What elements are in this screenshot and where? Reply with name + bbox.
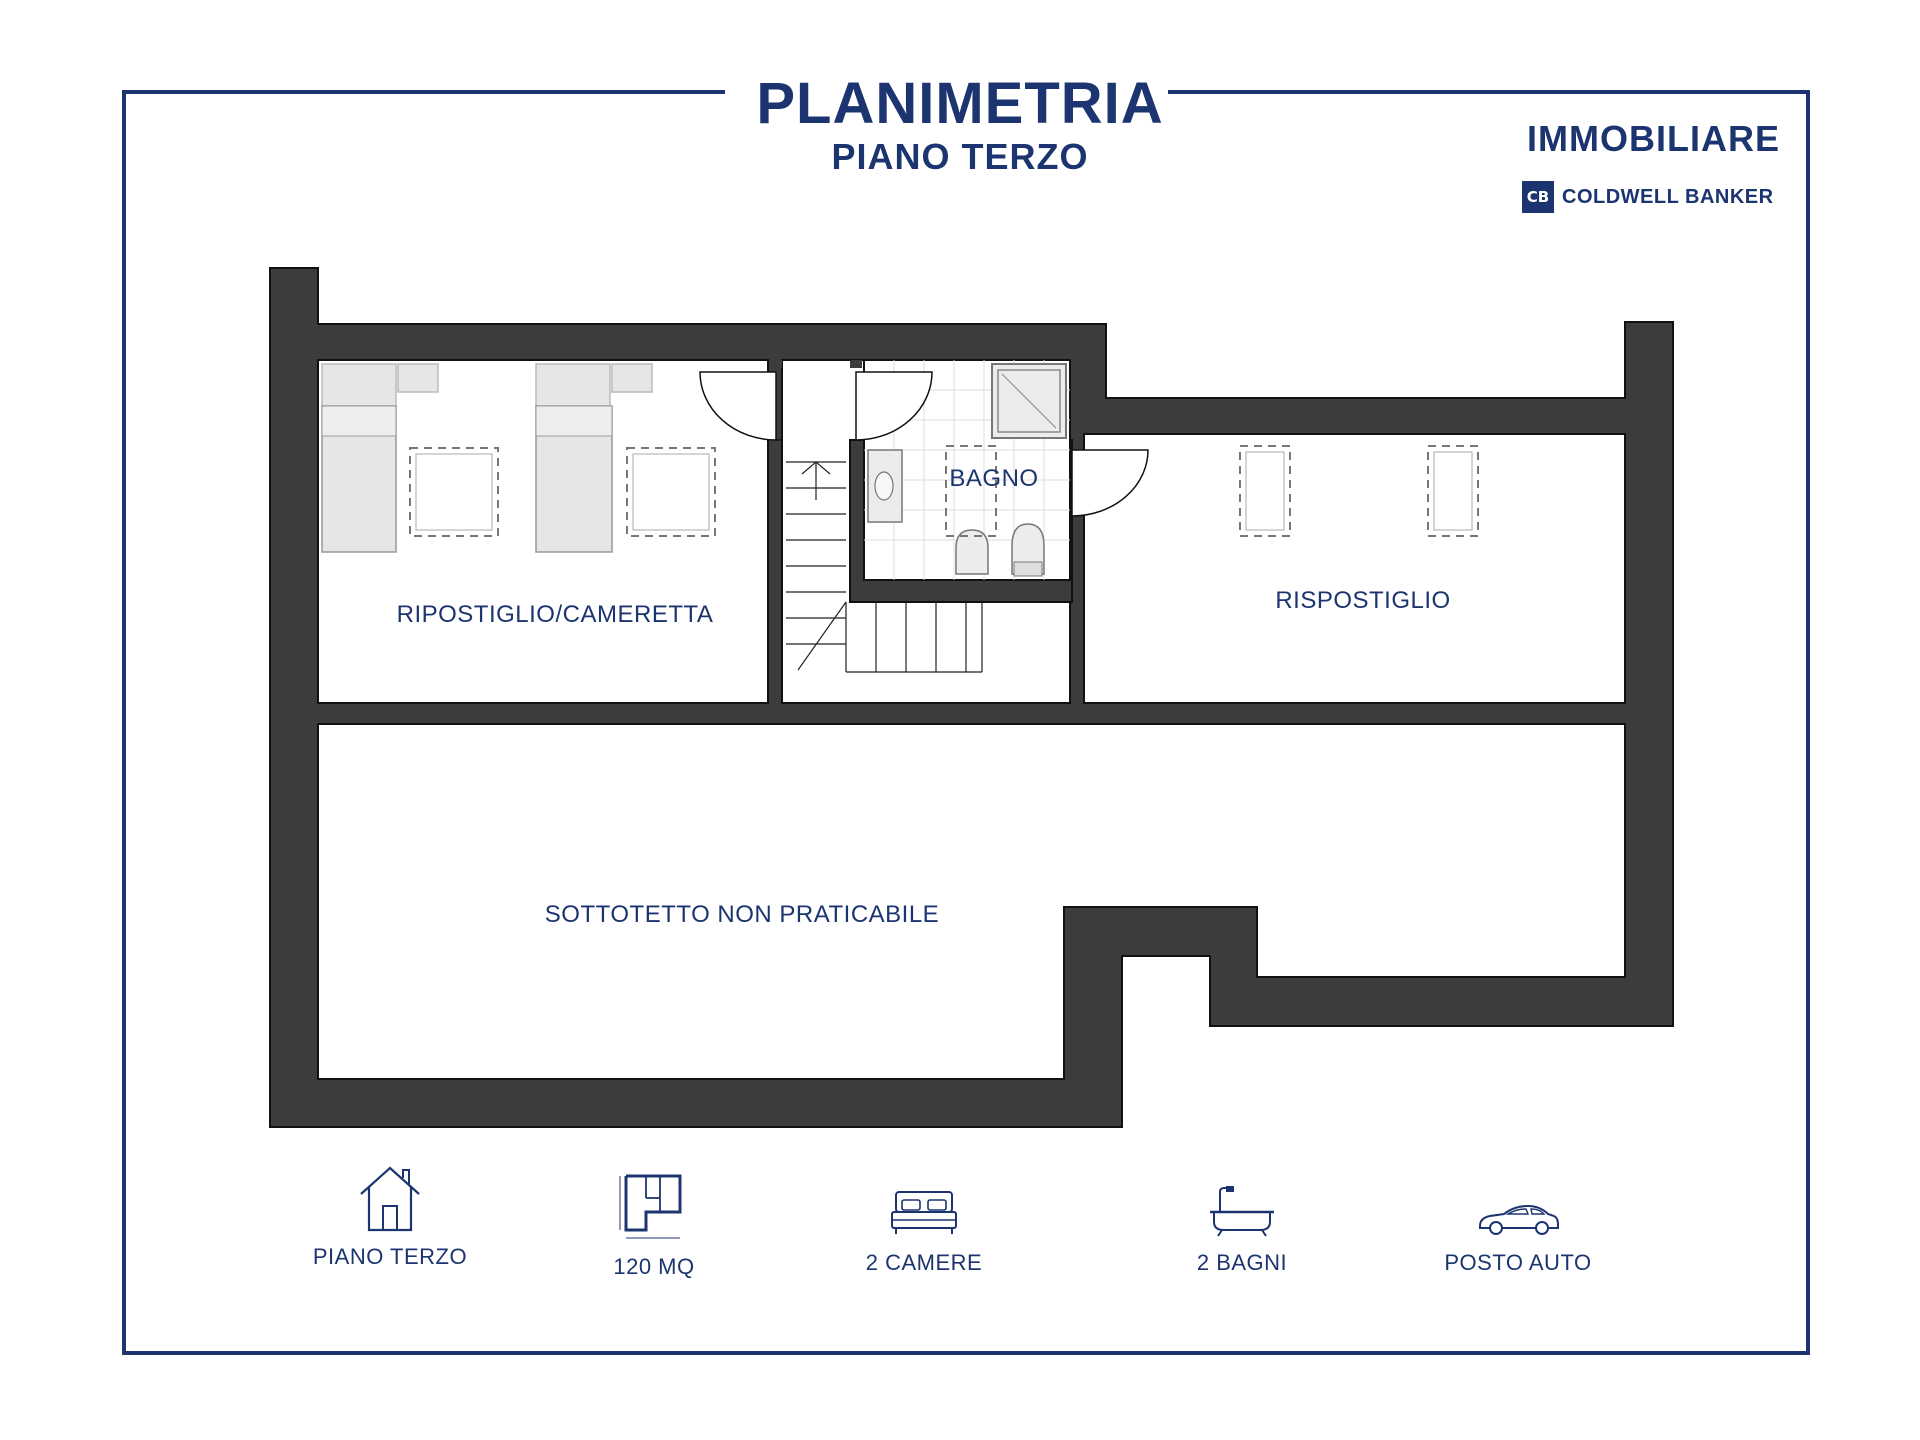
room-label-cameretta: RIPOSTIGLIO/CAMERETTA — [396, 601, 714, 628]
feature-rooms — [804, 1186, 1044, 1276]
floorplan-icon — [616, 1172, 692, 1244]
room-ripostiglio-floor — [1084, 434, 1625, 703]
feature-rooms-label: 2 CAMERE — [865, 1250, 983, 1275]
room-label-bagno: BAGNO — [949, 465, 1039, 492]
feature-area-label: 120 MQ — [613, 1254, 695, 1279]
page-title: PLANIMETRIA — [756, 71, 1164, 136]
room-label-ripostiglio: RISPOSTIGLIO — [1275, 587, 1451, 614]
bathtub-icon — [1206, 1184, 1278, 1240]
feature-floor-label: PIANO TERZO — [312, 1244, 468, 1269]
room-label-sottotetto: SOTTOTETTO NON PRATICABILE — [544, 901, 940, 928]
feature-parking-label: POSTO AUTO — [1444, 1250, 1592, 1275]
brand-name: IMMOBILIARE — [1527, 118, 1780, 159]
brand-company-name: COLDWELL BANKER — [1562, 185, 1774, 208]
house-icon — [355, 1162, 425, 1234]
feature-area — [534, 1172, 774, 1280]
feature-baths-label: 2 BAGNI — [1196, 1250, 1288, 1275]
bed-icon — [888, 1186, 960, 1240]
car-icon — [1476, 1200, 1560, 1240]
feature-floor — [270, 1162, 510, 1270]
feature-baths — [1122, 1184, 1362, 1276]
page-subtitle: PIANO TERZO — [831, 136, 1089, 177]
feature-parking — [1398, 1200, 1638, 1276]
coldwell-banker-logo: CB — [1522, 181, 1554, 213]
